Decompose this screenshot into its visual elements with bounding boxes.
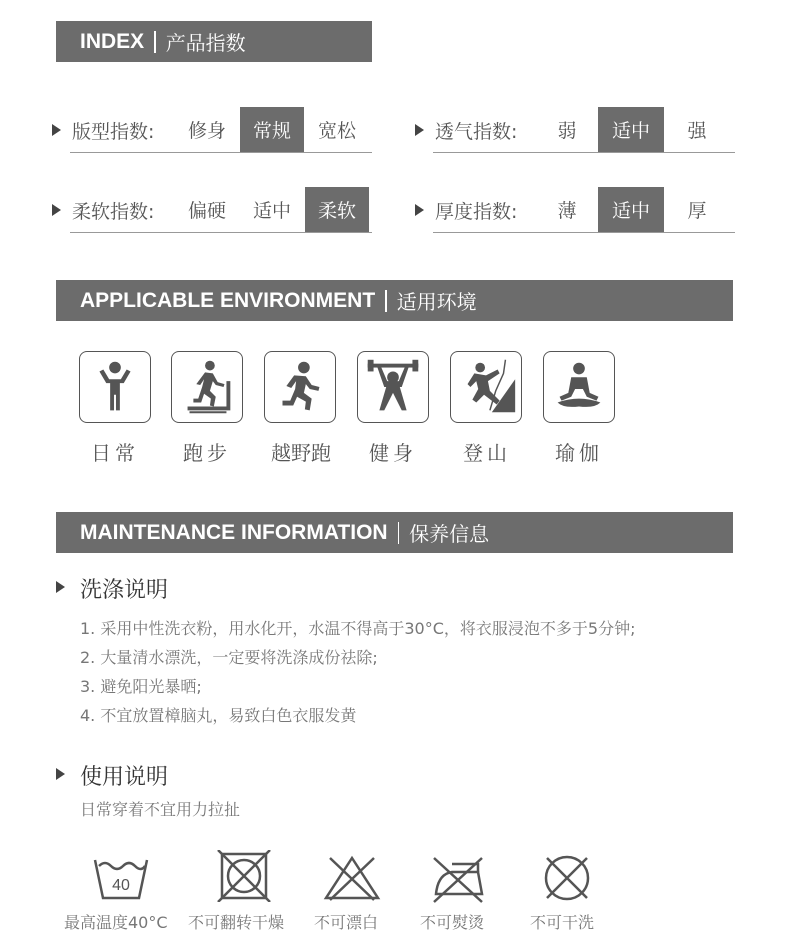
- no-bleach-icon: [322, 852, 382, 904]
- env-label-daily: 日常: [91, 441, 139, 465]
- wash-item: 2. 大量清水漂洗，一定要将洗涤成份祛除;: [80, 648, 378, 667]
- index-header: [56, 21, 372, 62]
- index-header-cn: 产品指数: [165, 31, 246, 55]
- index-label: 柔软指数:: [72, 201, 155, 223]
- index-option[interactable]: 薄: [557, 200, 577, 222]
- env-label-running: 跑步: [183, 441, 231, 465]
- maintenance-header-en: MAINTENANCE INFORMATION: [80, 520, 388, 544]
- index-underline: [433, 152, 735, 153]
- treadmill-running-icon: [171, 351, 243, 423]
- maintenance-header: [56, 512, 733, 553]
- no-iron-icon: [428, 852, 488, 904]
- wash-40-icon: [91, 852, 151, 904]
- env-label-fitness: 健身: [369, 441, 417, 465]
- env-label-trail-running: 越野跑: [271, 441, 331, 465]
- care-label-wash-40: 最高温度40°C: [64, 913, 168, 932]
- environment-header-cn: 适用环境: [396, 290, 477, 314]
- header-separator: [398, 522, 400, 544]
- index-option[interactable]: 偏硬: [187, 200, 226, 222]
- svg-text:40: 40: [112, 877, 130, 894]
- trail-running-icon: [264, 351, 336, 423]
- triangle-bullet-icon: [415, 124, 424, 136]
- index-option[interactable]: 修身: [187, 120, 226, 142]
- index-underline: [70, 152, 372, 153]
- triangle-bullet-icon: [56, 581, 65, 593]
- environment-header: [56, 280, 733, 321]
- daily-person-icon: [79, 351, 151, 423]
- index-option[interactable]: 弱: [557, 120, 577, 142]
- index-option[interactable]: 强: [687, 120, 707, 142]
- wash-item: 1. 采用中性洗衣粉，用水化开，水温不得高于30°C，将衣服浸泡不多于5分钟;: [80, 619, 636, 638]
- breathability-index: [415, 107, 735, 153]
- index-option-selected[interactable]: 适中: [598, 187, 664, 232]
- maintenance-header-cn: 保养信息: [409, 522, 490, 546]
- index-underline: [70, 232, 372, 233]
- header-separator: [385, 290, 387, 312]
- index-option[interactable]: 厚: [687, 200, 707, 222]
- care-label-no-dry-clean: 不可干洗: [530, 913, 595, 932]
- index-label: 厚度指数:: [435, 201, 518, 223]
- no-tumble-dry-icon: [214, 850, 274, 902]
- triangle-bullet-icon: [56, 768, 65, 780]
- index-option-selected[interactable]: 柔软: [305, 187, 369, 232]
- index-option-selected[interactable]: 常规: [240, 107, 304, 152]
- environment-header-en: APPLICABLE ENVIRONMENT: [80, 288, 376, 312]
- header-separator: [154, 31, 156, 53]
- triangle-bullet-icon: [52, 204, 61, 216]
- index-header-en: INDEX: [80, 29, 145, 53]
- env-label-climbing: 登山: [463, 441, 511, 465]
- usage-text: 日常穿着不宜用力拉扯: [80, 800, 241, 819]
- triangle-bullet-icon: [415, 204, 424, 216]
- wash-item: 4. 不宜放置樟脑丸，易致白色衣服发黄: [80, 706, 357, 725]
- softness-index: [52, 187, 372, 233]
- triangle-bullet-icon: [52, 124, 61, 136]
- care-label-no-iron: 不可熨烫: [420, 913, 485, 932]
- climbing-icon: [450, 351, 522, 423]
- wash-item: 3. 避免阳光暴晒;: [80, 677, 202, 696]
- index-underline: [433, 232, 735, 233]
- index-option[interactable]: 宽松: [317, 120, 356, 142]
- thickness-index: [415, 187, 735, 233]
- index-label: 版型指数:: [72, 121, 155, 143]
- usage-title: 使用说明: [80, 765, 169, 790]
- env-label-yoga: 瑜伽: [555, 441, 603, 465]
- fit-index: [52, 107, 372, 153]
- index-option[interactable]: 适中: [252, 200, 291, 222]
- care-label-no-bleach: 不可漂白: [314, 913, 379, 932]
- wash-title: 洗涤说明: [80, 578, 169, 603]
- weightlifting-icon: [357, 351, 429, 423]
- index-option-selected[interactable]: 适中: [598, 107, 664, 152]
- care-label-no-tumble-dry: 不可翻转干燥: [188, 913, 285, 932]
- index-label: 透气指数:: [435, 121, 518, 143]
- yoga-icon: [543, 351, 615, 423]
- no-dry-clean-icon: [537, 852, 597, 904]
